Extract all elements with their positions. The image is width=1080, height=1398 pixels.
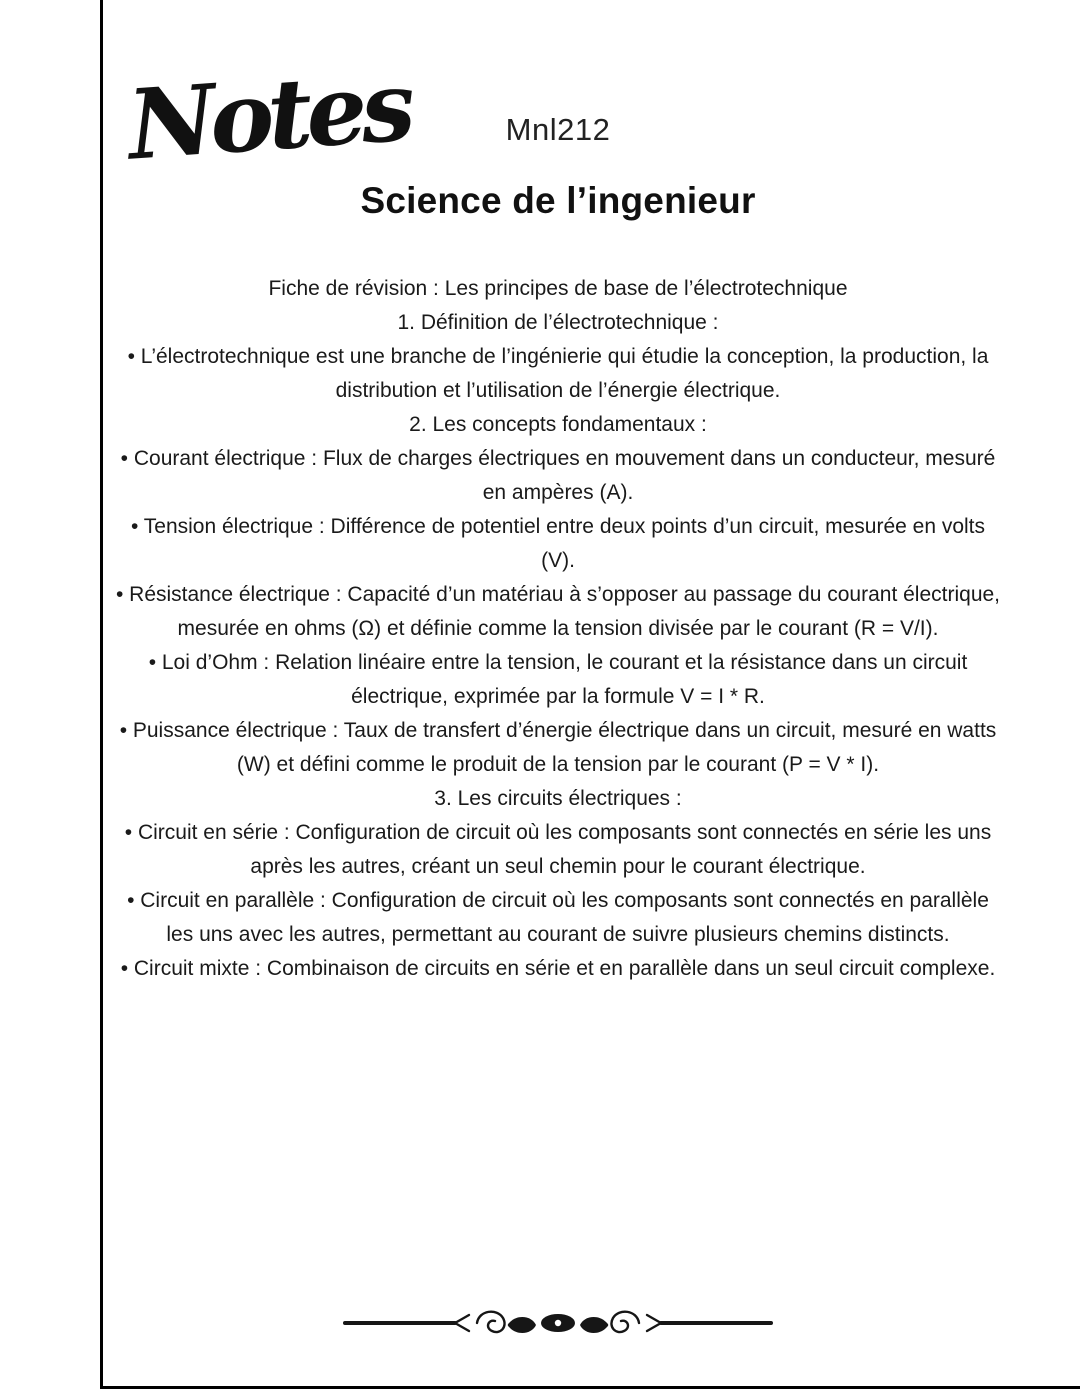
bullet-item: • Loi d’Ohm : Relation linéaire entre la tension, le courant et la résistance dans un circuit électrique, exprimée par la formule V = I * R. xyxy=(148,651,968,708)
section-definition xyxy=(112,306,1004,408)
document-body xyxy=(112,272,1004,986)
document-subtitle: Fiche de révision : Les principes de base de l’électrotechnique xyxy=(268,277,848,300)
decorative-divider xyxy=(112,1302,1004,1344)
bullet-item: • L’électrotechnique est une branche de l’ingénierie qui étudie la conception, la production, la distribution et l’utilisation de l’énergie électrique. xyxy=(127,345,989,402)
section-heading: 3. Les circuits électriques : xyxy=(434,787,682,810)
section-circuits xyxy=(112,782,1004,986)
page-title: Science de l’ingenieur xyxy=(360,180,756,221)
bullet-item: • Courant électrique : Flux de charges électriques en mouvement dans un conducteur, mesuré en ampères (A). xyxy=(120,447,996,504)
bullet-item: • Circuit en parallèle : Configuration de circuit où les composants sont connectés en parallèle les uns avec les autres, permettant au courant de suivre plusieurs chemins distincts. xyxy=(127,889,989,946)
bullet-item: • Circuit en série : Configuration de circuit où les composants sont connectés en série les uns après les autres, créant un seul chemin pour le courant électrique. xyxy=(124,821,992,878)
notes-logo: Notes xyxy=(124,49,413,182)
bullet-item: • Résistance électrique : Capacité d’un matériau à s’opposer au passage du courant électrique, mesurée en ohms (Ω) et définie comme la tension divisée par le courant (R = V/I). xyxy=(115,583,1001,640)
section-concepts xyxy=(112,408,1004,782)
bullet-item: • Tension électrique : Différence de potentiel entre deux points d’un circuit, mesurée en volts (V). xyxy=(130,515,986,572)
section-heading: 1. Définition de l’électrotechnique : xyxy=(397,311,719,334)
course-code: Mnl212 xyxy=(505,112,611,147)
bullet-item: • Puissance électrique : Taux de transfert d’énergie électrique dans un circuit, mesuré en watts (W) et défini comme le produit de la tension par le courant (P = V * I). xyxy=(119,719,997,776)
calligraphic-flourish-icon xyxy=(343,1302,773,1344)
bullet-item: • Circuit mixte : Combinaison de circuits en série et en parallèle dans un seul circuit complexe. xyxy=(120,957,996,980)
section-heading: 2. Les concepts fondamentaux : xyxy=(409,413,707,436)
